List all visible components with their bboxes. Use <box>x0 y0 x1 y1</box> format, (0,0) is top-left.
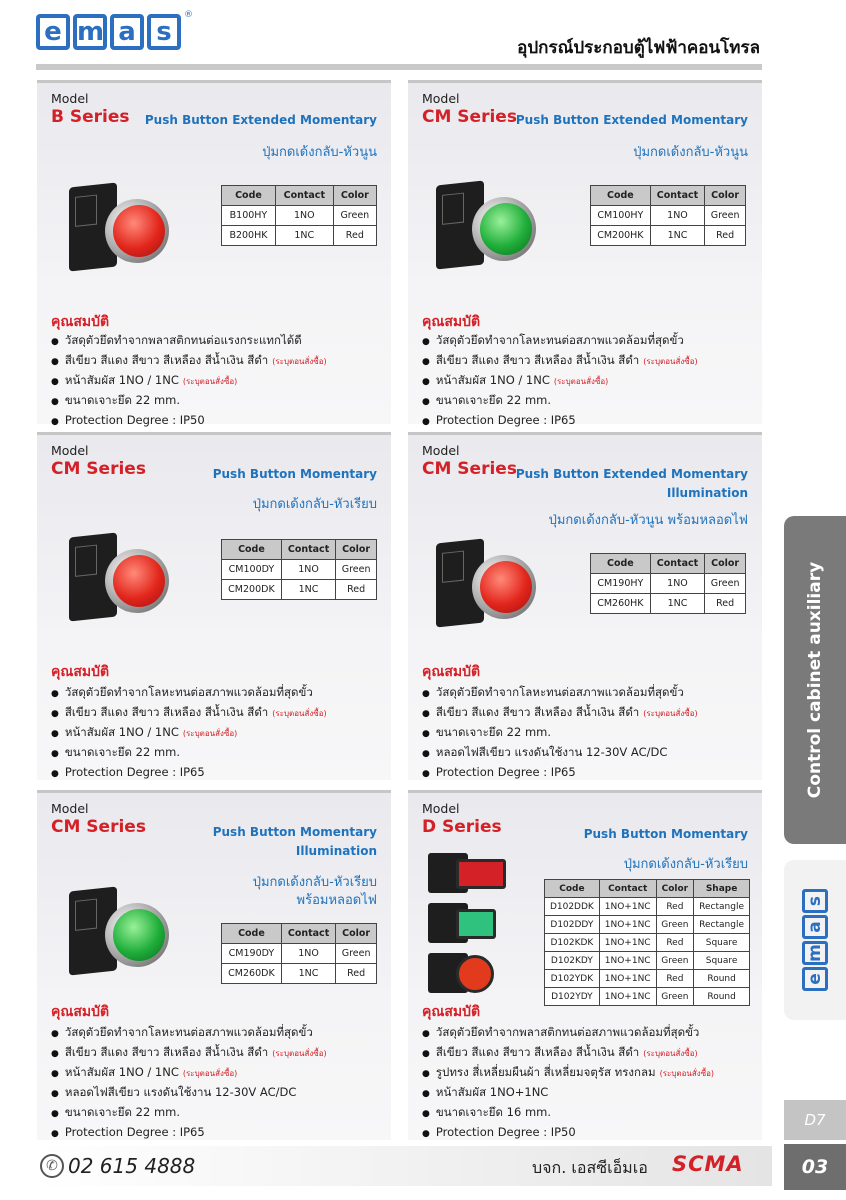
model-label: Model <box>51 443 89 458</box>
order-note: (ระบุตอนสั่งซื้อ) <box>659 1069 715 1078</box>
col-header: Color <box>656 880 694 898</box>
col-header: Contact <box>599 880 656 898</box>
side-emas-logo <box>802 889 828 991</box>
push-button-image <box>59 525 209 635</box>
order-note: (ระบุตอนสั่งซื้อ) <box>272 1049 327 1058</box>
col-header: Contact <box>281 540 335 560</box>
table-cell: B100HY <box>222 206 276 226</box>
col-header: Shape <box>694 880 750 898</box>
product-name: Push Button Momentary <box>583 827 748 841</box>
logo-letter: s <box>802 889 828 913</box>
table-row <box>591 594 746 614</box>
table-cell: D102YDY <box>545 988 600 1006</box>
feature-item: ● ขนาดเจาะยึด 22 mm. <box>422 723 698 743</box>
table-cell: CM200DK <box>222 580 282 600</box>
table-row <box>222 560 377 580</box>
table-cell: 1NO <box>281 944 335 964</box>
section-side-label: Control cabinet auxiliary <box>805 561 825 799</box>
table-cell: 1NO+1NC <box>599 970 656 988</box>
col-header: Code <box>222 186 276 206</box>
button-cap <box>480 561 532 613</box>
feature-item: ● วัสดุตัวยึดทำจากโลหะทนต่อสภาพแวดล้อมที่สุดขั้ว <box>51 683 327 703</box>
header-divider <box>36 64 762 70</box>
feature-item: ● วัสดุตัวยึดทำจากพลาสติกทนต่อสภาพแวดล้อมที่สุดขั้ว <box>422 1023 714 1043</box>
model-label: Model <box>422 91 460 106</box>
col-header: Contact <box>650 554 704 574</box>
table-row <box>545 952 750 970</box>
button-cap <box>113 205 165 257</box>
col-header: Code <box>591 186 651 206</box>
table-cell: Green <box>656 952 694 970</box>
feature-item: ● หน้าสัมผัส 1NO / 1NC (ระบุตอนสั่งซื้อ) <box>51 1063 327 1083</box>
feature-item: ● สีเขียว สีแดง สีขาว สีเหลือง สีน้ำเงิน สีดำ (ระบุตอนสั่งซื้อ) <box>51 1043 327 1063</box>
table-row <box>591 206 746 226</box>
emas-logo <box>36 10 193 50</box>
table-cell: CM100HY <box>591 206 651 226</box>
product-panel-cm-flush-illuminated <box>37 790 391 1140</box>
table-row <box>222 944 377 964</box>
feature-list <box>422 683 698 783</box>
table-row <box>222 226 377 246</box>
table-cell: 1NO+1NC <box>599 952 656 970</box>
series-title: CM Series <box>422 107 517 127</box>
product-name-thai: ปุ่มกดเด้งกลับ-หัวนูน พร้อมหลอดไฟ <box>548 513 748 528</box>
feature-item: ● Protection Degree : IP65 <box>422 763 698 783</box>
table-row <box>545 934 750 952</box>
product-name: Push Button Extended Momentary <box>515 113 748 127</box>
phone-icon: ✆ <box>40 1154 64 1178</box>
features-heading: คุณสมบัติ <box>422 664 481 680</box>
feature-item: ● หน้าสัมผัส 1NO / 1NC (ระบุตอนสั่งซื้อ) <box>51 371 327 391</box>
push-button-image <box>426 173 576 283</box>
rectangle-button-image <box>428 853 520 893</box>
order-note: (ระบุตอนสั่งซื้อ) <box>182 377 238 386</box>
logo-letter: s <box>147 14 181 50</box>
product-name-thai: ปุ่มกดเด้งกลับ-หัวเรียบ <box>623 857 748 872</box>
product-name: Push Button Extended Momentary <box>144 113 377 127</box>
feature-item: ● รูปทรง สี่เหลี่ยมผืนผ้า สี่เหลี่ยมจตุรัส ทรงกลม (ระบุตอนสั่งซื้อ) <box>422 1063 714 1083</box>
order-note: (ระบุตอนสั่งซื้อ) <box>272 357 327 366</box>
feature-item: ● สีเขียว สีแดง สีขาว สีเหลือง สีน้ำเงิน สีดำ (ระบุตอนสั่งซื้อ) <box>422 351 698 371</box>
table-cell: Round <box>694 970 750 988</box>
model-label: Model <box>51 801 89 816</box>
feature-item: ● ขนาดเจาะยึด 22 mm. <box>51 743 327 763</box>
feature-list <box>422 1023 714 1143</box>
features-heading: คุณสมบัติ <box>51 1004 110 1020</box>
model-label: Model <box>51 91 89 106</box>
table-cell: Green <box>333 206 376 226</box>
product-name-thai-line2: พร้อมหลอดไฟ <box>296 893 377 908</box>
product-name: Push Button Extended Momentary <box>515 467 748 481</box>
table-cell: Green <box>656 988 694 1006</box>
features-heading: คุณสมบัติ <box>51 314 110 330</box>
logo-letter: a <box>802 915 828 939</box>
table-row <box>545 988 750 1006</box>
table-cell: D102KDK <box>545 934 600 952</box>
product-panel-b-series <box>37 80 391 427</box>
series-title: B Series <box>51 107 130 127</box>
order-note: (ระบุตอนสั่งซื้อ) <box>643 1049 698 1058</box>
feature-item: ● วัสดุตัวยึดทำจากโลหะทนต่อสภาพแวดล้อมที่สุดขั้ว <box>422 683 698 703</box>
page-number: 03 <box>784 1144 846 1190</box>
table-cell: Rectangle <box>694 898 750 916</box>
product-panel-d-series <box>408 790 762 1140</box>
round-button-image <box>428 953 520 993</box>
table-cell: Green <box>705 574 746 594</box>
col-header: Color <box>336 540 377 560</box>
table-cell: Rectangle <box>694 916 750 934</box>
col-header: Color <box>705 554 746 574</box>
features-heading: คุณสมบัติ <box>422 1004 481 1020</box>
feature-item: ● สีเขียว สีแดง สีขาว สีเหลือง สีน้ำเงิน สีดำ (ระบุตอนสั่งซื้อ) <box>422 1043 714 1063</box>
table-cell: 1NO <box>650 574 704 594</box>
feature-item: ● หน้าสัมผัส 1NO / 1NC (ระบุตอนสั่งซื้อ) <box>51 723 327 743</box>
table-cell: Square <box>694 952 750 970</box>
table-row <box>222 580 377 600</box>
model-label: Model <box>422 801 460 816</box>
product-name: Push Button Momentary <box>212 467 377 481</box>
table-cell: 1NO+1NC <box>599 934 656 952</box>
page-title: อุปกรณ์ประกอบตู้ไฟฟ้าคอนโทรล <box>517 38 760 58</box>
col-header: Code <box>591 554 651 574</box>
table-cell: 1NC <box>281 580 335 600</box>
logo-letter: e <box>36 14 70 50</box>
table-cell: Green <box>336 944 377 964</box>
table-cell: Square <box>694 934 750 952</box>
table-cell: 1NO <box>650 206 704 226</box>
table-cell: Red <box>705 226 746 246</box>
feature-item: ● Protection Degree : IP65 <box>422 411 698 431</box>
table-row <box>591 226 746 246</box>
table-cell: CM190HY <box>591 574 651 594</box>
feature-item: ● สีเขียว สีแดง สีขาว สีเหลือง สีน้ำเงิน สีดำ (ระบุตอนสั่งซื้อ) <box>51 703 327 723</box>
col-header: Code <box>222 924 282 944</box>
footer-company: บจก. เอสซีเอ็มเอ <box>532 1158 648 1177</box>
table-cell: CM260HK <box>591 594 651 614</box>
table-cell: Round <box>694 988 750 1006</box>
table-cell: Red <box>336 580 377 600</box>
spec-table <box>590 185 746 246</box>
button-cap <box>480 203 532 255</box>
table-row <box>545 916 750 934</box>
button-cap <box>113 909 165 961</box>
col-header: Contact <box>275 186 333 206</box>
product-name-thai: ปุ่มกดเด้งกลับ-หัวนูน <box>262 145 377 160</box>
table-cell: 1NO+1NC <box>599 898 656 916</box>
table-cell: Green <box>705 206 746 226</box>
order-note: (ระบุตอนสั่งซื้อ) <box>553 377 609 386</box>
feature-item: ● วัสดุตัวยึดทำจากโลหะทนต่อสภาพแวดล้อมที่สุดขั้ว <box>51 1023 327 1043</box>
table-cell: CM200HK <box>591 226 651 246</box>
table-cell: D102KDY <box>545 952 600 970</box>
table-row <box>222 964 377 984</box>
table-cell: CM100DY <box>222 560 282 580</box>
col-header: Color <box>336 924 377 944</box>
table-cell: 1NC <box>650 226 704 246</box>
table-cell: Red <box>656 970 694 988</box>
product-name: Push Button Momentary <box>212 825 377 839</box>
table-cell: Red <box>336 964 377 984</box>
col-header: Contact <box>650 186 704 206</box>
spec-table <box>590 553 746 614</box>
model-label: Model <box>422 443 460 458</box>
table-row <box>545 970 750 988</box>
col-header: Contact <box>281 924 335 944</box>
order-note: (ระบุตอนสั่งซื้อ) <box>643 357 698 366</box>
table-cell: 1NO <box>275 206 333 226</box>
spec-table <box>221 185 377 246</box>
table-cell: 1NC <box>650 594 704 614</box>
features-heading: คุณสมบัติ <box>51 664 110 680</box>
footer-phone: 02 615 4888 <box>68 1154 196 1178</box>
order-note: (ระบุตอนสั่งซื้อ) <box>182 729 238 738</box>
col-header: Code <box>545 880 600 898</box>
feature-item: ● ขนาดเจาะยึด 22 mm. <box>422 391 698 411</box>
col-header: Color <box>333 186 376 206</box>
table-cell: CM260DK <box>222 964 282 984</box>
table-cell: D102YDK <box>545 970 600 988</box>
table-cell: 1NC <box>281 964 335 984</box>
feature-item: ● ขนาดเจาะยึด 22 mm. <box>51 391 327 411</box>
logo-letter: a <box>110 14 144 50</box>
push-button-image <box>59 175 209 285</box>
col-header: Color <box>705 186 746 206</box>
feature-item: ● Protection Degree : IP50 <box>422 1123 714 1143</box>
feature-item: ● หน้าสัมผัส 1NO+1NC <box>422 1083 714 1103</box>
features-heading: คุณสมบัติ <box>422 314 481 330</box>
table-cell: 1NC <box>275 226 333 246</box>
feature-item: ● ขนาดเจาะยึด 22 mm. <box>51 1103 327 1123</box>
spec-table <box>544 879 750 1006</box>
table-cell: Red <box>656 934 694 952</box>
push-button-image <box>426 531 576 641</box>
logo-letter: m <box>802 941 828 965</box>
table-cell: Green <box>336 560 377 580</box>
feature-list <box>51 1023 327 1143</box>
table-cell: Red <box>656 898 694 916</box>
table-cell: 1NO <box>281 560 335 580</box>
table-cell: Red <box>705 594 746 614</box>
product-panel-cm-extended <box>408 80 762 427</box>
feature-item: ● สีเขียว สีแดง สีขาว สีเหลือง สีน้ำเงิน สีดำ (ระบุตอนสั่งซื้อ) <box>422 703 698 723</box>
push-button-image <box>59 879 209 989</box>
series-title: CM Series <box>51 459 146 479</box>
table-row <box>591 574 746 594</box>
table-row <box>222 206 377 226</box>
feature-item: ● หลอดไฟสีเขียว แรงดันใช้งาน 12-30V AC/DC <box>51 1083 327 1103</box>
logo-letter: m <box>73 14 107 50</box>
table-cell: 1NO+1NC <box>599 988 656 1006</box>
feature-item: ● วัสดุตัวยึดทำจากพลาสติกทนต่อแรงกระแทกได้ดี <box>51 331 327 351</box>
table-row <box>545 898 750 916</box>
product-name-thai: ปุ่มกดเด้งกลับ-หัวนูน <box>633 145 748 160</box>
table-cell: 1NO+1NC <box>599 916 656 934</box>
product-panel-cm-flush <box>37 432 391 780</box>
table-cell: D102DDY <box>545 916 600 934</box>
feature-item: ● Protection Degree : IP65 <box>51 1123 327 1143</box>
col-header: Code <box>222 540 282 560</box>
product-name-line2: Illumination <box>295 844 377 858</box>
table-cell: B200HK <box>222 226 276 246</box>
table-cell: D102DDK <box>545 898 600 916</box>
order-note: (ระบุตอนสั่งซื้อ) <box>182 1069 238 1078</box>
product-name-line2: Illumination <box>666 486 748 500</box>
product-panel-cm-extended-illuminated <box>408 432 762 780</box>
series-title: CM Series <box>422 459 517 479</box>
feature-list <box>51 331 327 431</box>
series-title: CM Series <box>51 817 146 837</box>
feature-list <box>51 683 327 783</box>
order-note: (ระบุตอนสั่งซื้อ) <box>272 709 327 718</box>
logo-letter: e <box>802 967 828 991</box>
product-name-thai: ปุ่มกดเด้งกลับ-หัวเรียบ <box>252 875 377 890</box>
feature-item: ● วัสดุตัวยึดทำจากโลหะทนต่อสภาพแวดล้อมที่สุดขั้ว <box>422 331 698 351</box>
product-name-thai: ปุ่มกดเด้งกลับ-หัวเรียบ <box>252 497 377 512</box>
spec-table <box>221 539 377 600</box>
table-cell: CM190DY <box>222 944 282 964</box>
registered-mark: ® <box>184 10 193 20</box>
scma-logo: SCMA <box>672 1152 744 1176</box>
spec-table <box>221 923 377 984</box>
feature-list <box>422 331 698 431</box>
feature-item: ● หลอดไฟสีเขียว แรงดันใช้งาน 12-30V AC/DC <box>422 743 698 763</box>
feature-item: ● สีเขียว สีแดง สีขาว สีเหลือง สีน้ำเงิน สีดำ (ระบุตอนสั่งซื้อ) <box>51 351 327 371</box>
feature-item: ● Protection Degree : IP65 <box>51 763 327 783</box>
order-note: (ระบุตอนสั่งซื้อ) <box>643 709 698 718</box>
square-button-image <box>428 903 520 943</box>
feature-item: ● Protection Degree : IP50 <box>51 411 327 431</box>
button-cap <box>113 555 165 607</box>
section-code: D7 <box>784 1100 846 1140</box>
feature-item: ● หน้าสัมผัส 1NO / 1NC (ระบุตอนสั่งซื้อ) <box>422 371 698 391</box>
table-cell: Green <box>656 916 694 934</box>
table-cell: Red <box>333 226 376 246</box>
series-title: D Series <box>422 817 502 837</box>
feature-item: ● ขนาดเจาะยึด 16 mm. <box>422 1103 714 1123</box>
